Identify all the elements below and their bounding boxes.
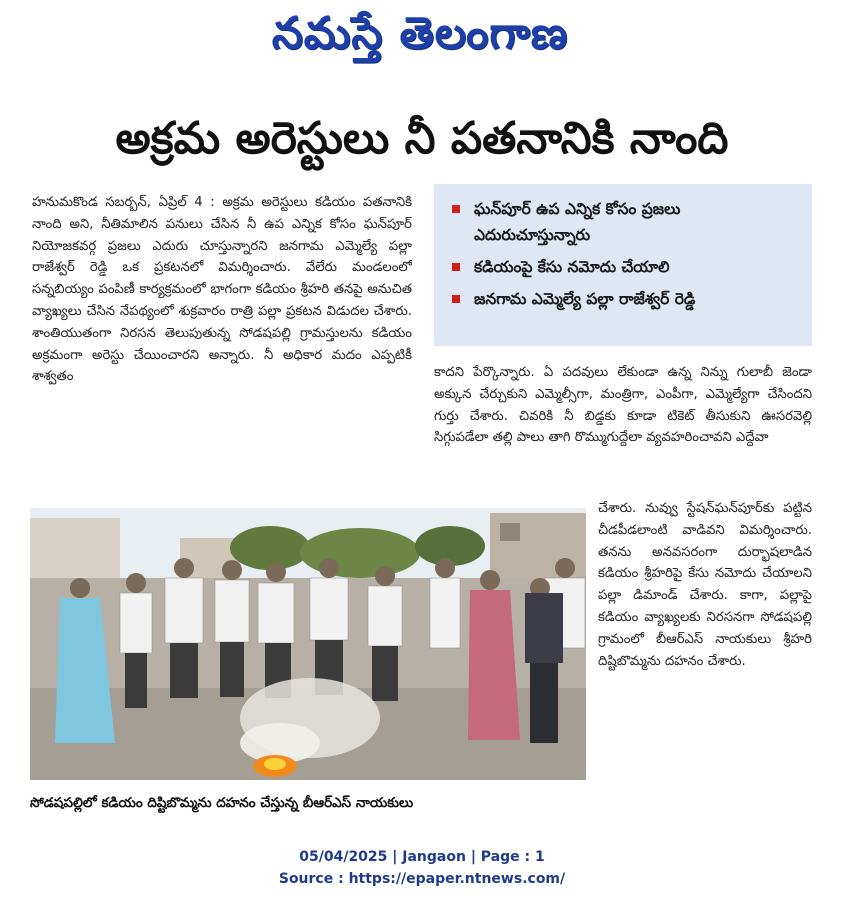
highlight-text: జనగామ ఎమ్మెల్యే పల్లా రాజేశ్వర్ రెడ్డి [474,290,696,308]
article-right-column-top: కాదని పేర్కొన్నారు. ఏ పదవులు లేకుండా ఉన్న నిన్ను గులాబీ జెండా అక్కున చేర్చుకుని ఎమ్మెల్సీగా, మంత్రిగా, ఎంపీగా, ఎమ్మెల్యేగా చేసిందని గుర్తు చేశారు. చివరికి నీ బిడ్డకు కూడా టికెట్ తీసుకుని ఊసరవెల్లి సిగ్గుపడేలా తల్లి పాలు తాగి రొమ్ముగుద్దేలా వ్యవహరించావని ఎద్దేవా [434,365,812,446]
highlight-text: ఘన్‌పూర్ ఉప ఎన్నిక కోసం ప్రజలు ఎదురుచూస్తున్నారు [474,200,681,244]
page-footer [0,846,844,892]
bullet-icon [452,295,460,303]
highlight-box [434,184,812,346]
news-photo [30,508,586,780]
highlight-item [450,196,798,248]
footer-source-link[interactable]: Source : https://epaper.ntnews.com/ [278,871,566,887]
photo-caption: సోడషపల్లిలో కడియం దిష్టిబొమ్మను దహనం చేస్తున్న బీఆర్‌ఎస్ నాయకులు [30,795,414,811]
highlight-text: కడియంపై కేసు నమోదు చేయాలి [474,258,670,276]
bullet-icon [452,205,460,213]
bullet-icon [452,263,460,271]
highlight-item [450,286,798,312]
article-right-column-bottom: చేశారు. నువ్వు స్టేషన్‌ఘన్‌పూర్‌కు పట్టిన చీడపీడలాంటి వాడివని విమర్శించారు. తనను అనవసరంగా దుర్భాషలాడిన కడియం శ్రీహరిపై కేసు నమోదు చేయాలని పల్లా డిమాండ్ చేశారు. కాగా, పల్లాపై కడియం వ్యాఖ్యలకు నిరసనగా సోడషపల్లి గ్రామంలో బీఆర్‌ఎస్ నాయకులు శ్రీహరి దిష్టిబొమ్మను దహనం చేశారు. [598,501,812,669]
footer-date-edition: 05/04/2025 | Jangaon | Page : 1 [299,849,545,865]
newspaper-masthead: నమస్తే తెలంగాణ [271,8,569,59]
highlight-item [450,254,798,280]
article-headline: అక్రమ అరెస్టులు నీ పతనానికి నాంది [115,113,729,164]
article-left-column: హనుమకొండ సబర్బన్, ఏప్రిల్ 4 : అక్రమ అరెస్టులు కడియం పతనానికి నాంది అని, నీతిమాలిన పనులు చేసిన నీ ఉప ఎన్నిక కోసం ఘన్‌పూర్ నియోజకవర్గ ప్రజలు ఎదురు చూస్తున్నారని జనగామ ఎమ్మెల్యే పల్లా రాజేశ్వర్ రెడ్డి ఒక ప్రకటనలో విమర్శించారు. వేలేరు మండలంలో సన్నబియ్యం పంపిణీ కార్యక్రమంలో భాగంగా కడియం శ్రీహరి తనపై అనుచిత వ్యాఖ్యలు చేసిన నేపథ్యంలో శుక్రవారం రాత్రి పల్లా ప్రకటన విడుదల చేశారు. శాంతియుతంగా నిరసన తెలుపుతున్న సోడషపల్లి గ్రామస్తులను కడియం అక్రమంగా అరెస్టు చేయించారని అన్నారు. నీ అధికార మదం ఎప్పటికీ శాశ్వతం [32,195,412,385]
effigy-burning-photo [30,508,586,780]
